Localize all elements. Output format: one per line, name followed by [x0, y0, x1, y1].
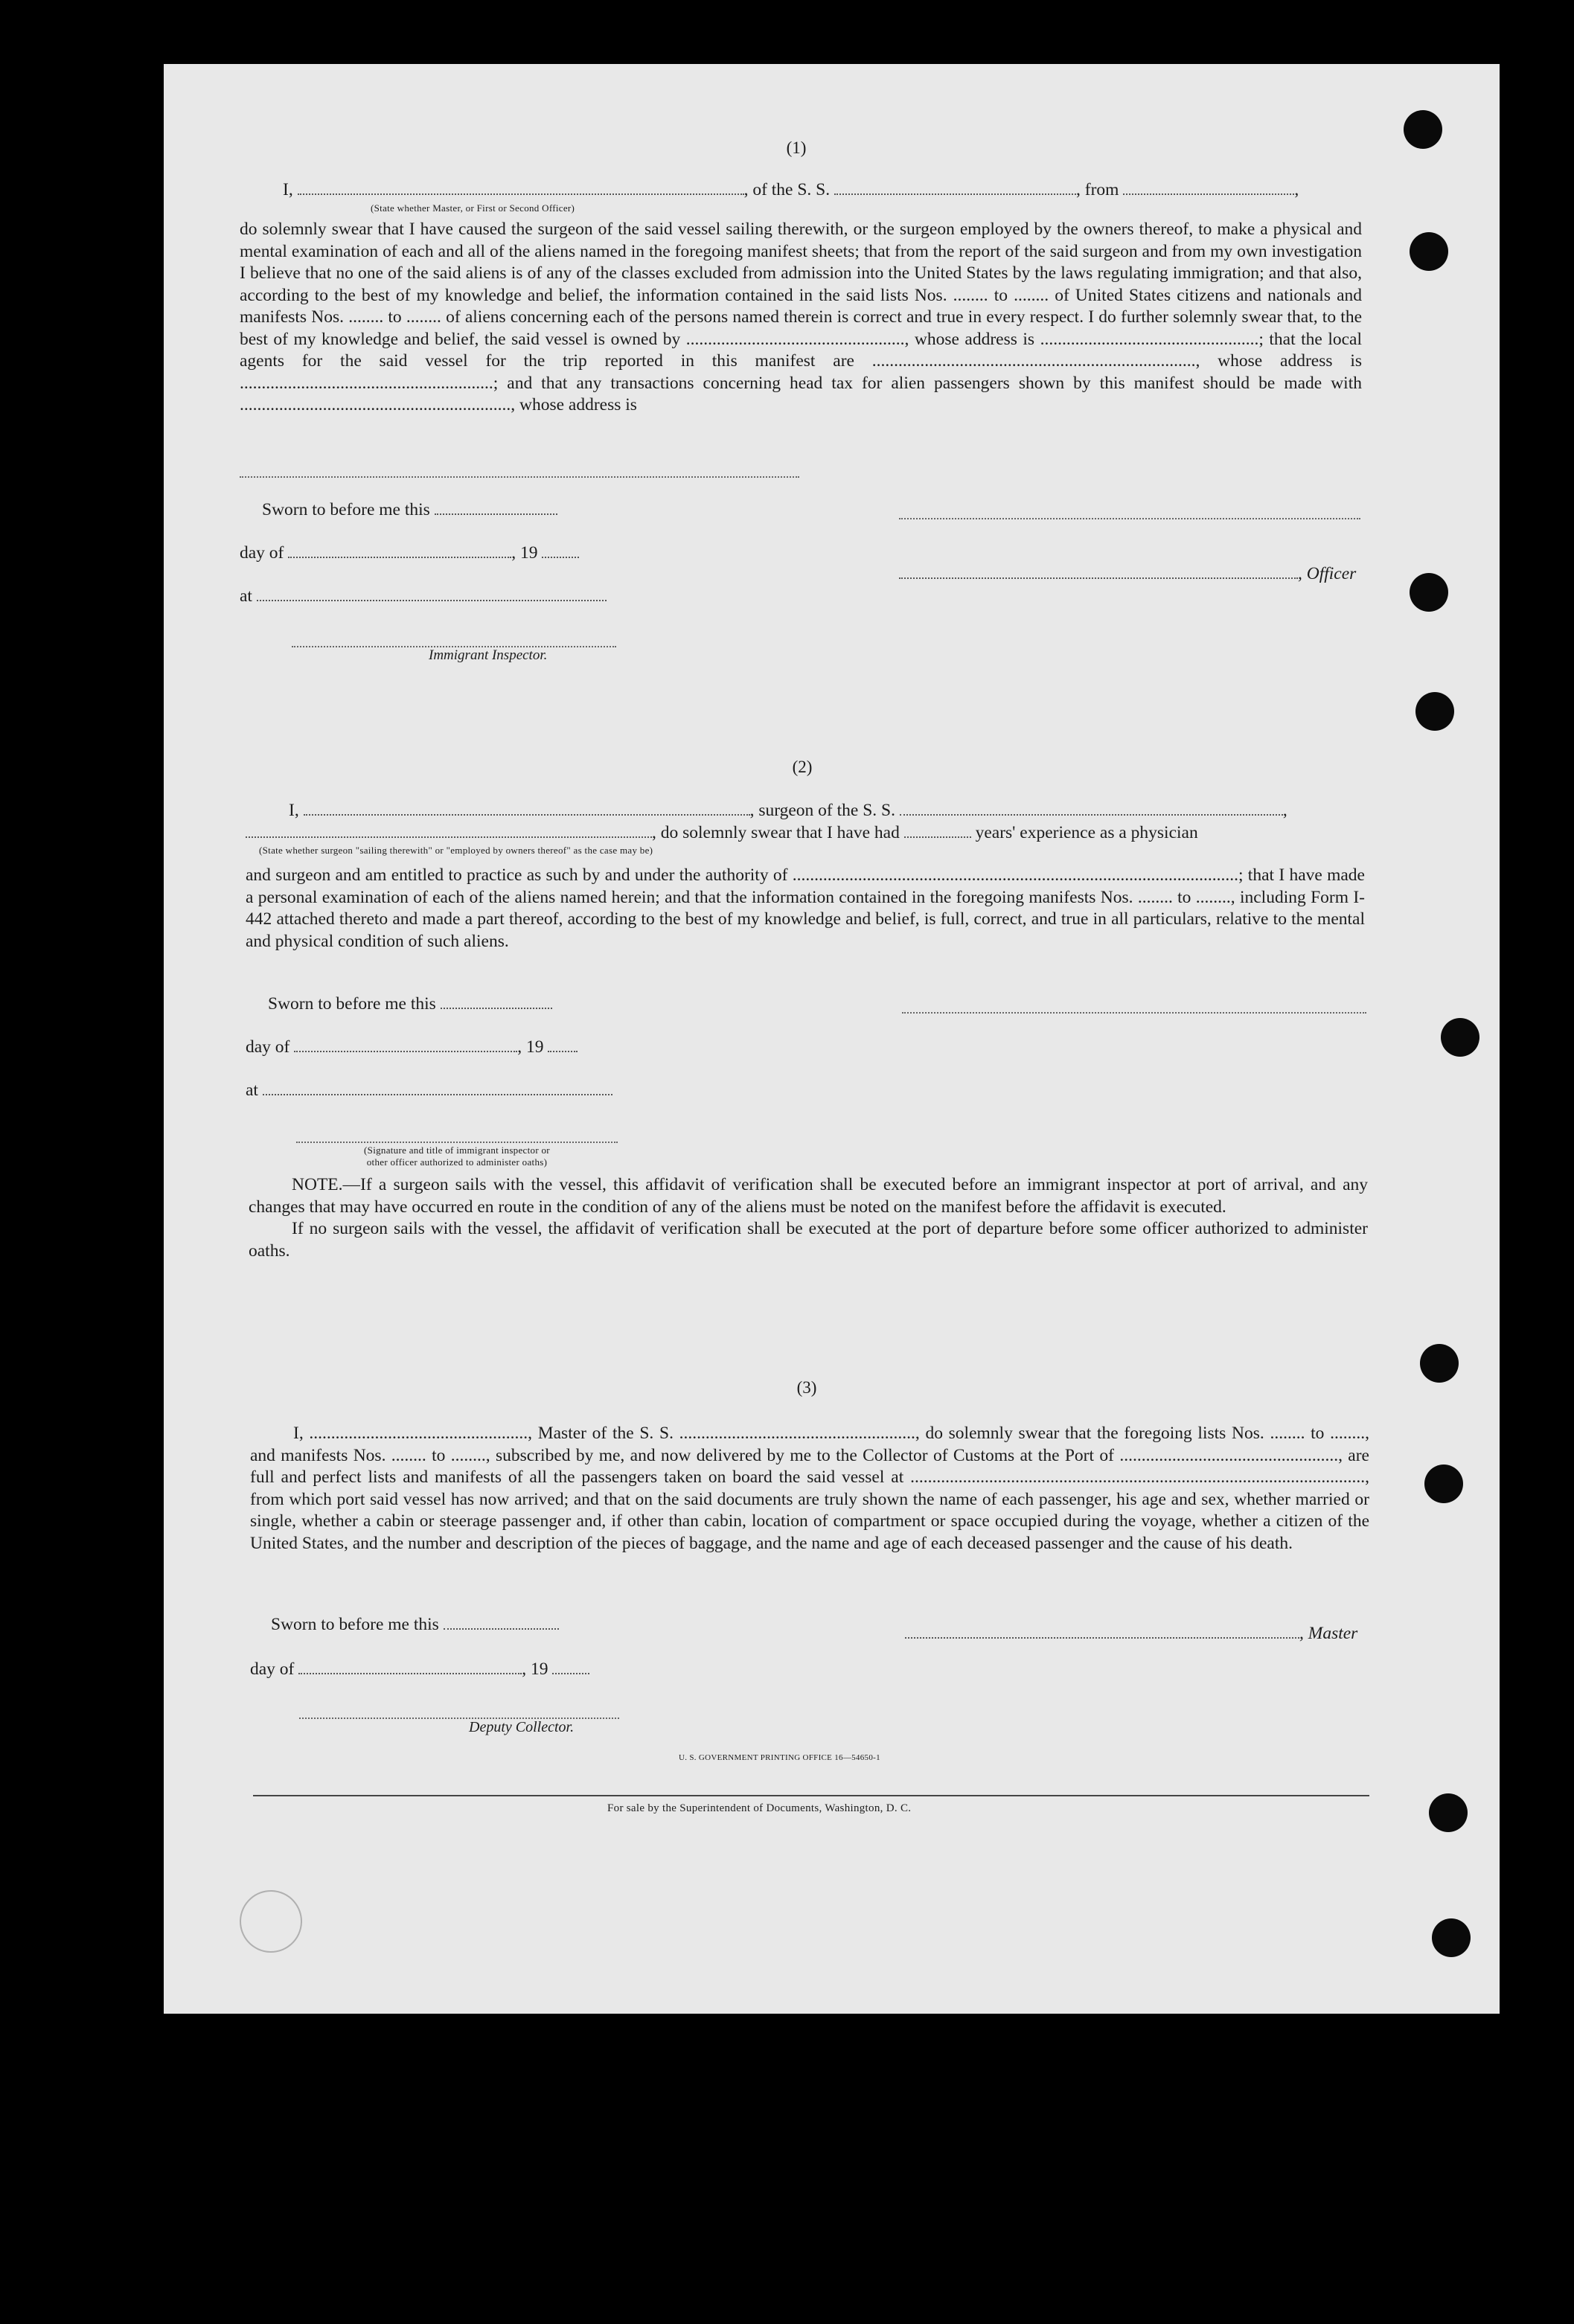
- section-2-number: (2): [792, 758, 813, 776]
- swear-label: , do solemnly swear that I have had: [652, 823, 900, 842]
- section-2-sworn: [268, 994, 552, 1014]
- vessel-name-field[interactable]: [900, 801, 1283, 816]
- sworn-date-field[interactable]: [441, 994, 552, 1009]
- day-of-label: day of: [250, 1659, 295, 1679]
- sworn-date-field[interactable]: [444, 1615, 559, 1630]
- section-2-note: [249, 1174, 1368, 1262]
- at-label: at: [246, 1081, 258, 1100]
- punch-hole: [1432, 1918, 1471, 1957]
- comma: ,: [1282, 801, 1287, 820]
- master-label: , Master: [1299, 1624, 1358, 1643]
- sworn-label: Sworn to before me this: [262, 500, 430, 519]
- section-2-line-1: [289, 801, 1287, 821]
- year-label: , 19: [511, 543, 538, 563]
- officer-title-line[interactable]: [899, 564, 1298, 579]
- at-label: at: [240, 586, 252, 606]
- year-field[interactable]: [548, 1037, 578, 1052]
- note-paragraph-2: If no surgeon sails with the vessel, the affidavit of verification shall be executed at the port of departure before some officer authorized to administer oaths.: [249, 1219, 1368, 1261]
- section-2-caption: (State whether surgeon "sailing therewith" or "employed by owners thereof" as the case may be): [259, 845, 653, 856]
- year-field[interactable]: [552, 1659, 589, 1674]
- section-2-day-of: [246, 1037, 578, 1057]
- inspector-caption: Immigrant Inspector.: [429, 647, 548, 663]
- section-3-master: [905, 1624, 1357, 1644]
- year-label: , 19: [522, 1659, 548, 1679]
- month-field[interactable]: [288, 543, 511, 558]
- year-label: , 19: [517, 1037, 544, 1057]
- punch-hole: [1429, 1793, 1468, 1832]
- i-label: I,: [289, 801, 299, 820]
- officer-signature-line[interactable]: [899, 516, 1360, 519]
- section-1-at: [240, 586, 607, 606]
- i-label: I,: [283, 180, 293, 199]
- of-the-ss-label: , of the S. S.: [743, 180, 831, 199]
- signature-caption-1: (Signature and title of immigrant inspector or: [364, 1145, 550, 1156]
- section-2-line-2: [246, 823, 1198, 843]
- month-field[interactable]: [298, 1659, 522, 1674]
- from-port-field[interactable]: [1123, 180, 1294, 195]
- deputy-collector-caption: Deputy Collector.: [469, 1719, 575, 1735]
- from-label: , from: [1076, 180, 1119, 199]
- sale-notice: For sale by the Superintendent of Documents, Washington, D. C.: [607, 1802, 912, 1814]
- place-field[interactable]: [263, 1081, 612, 1095]
- vessel-name-field[interactable]: [834, 180, 1076, 195]
- surgeon-name-field[interactable]: [304, 801, 750, 816]
- authorized-officer-signature-line[interactable]: [296, 1140, 618, 1143]
- punch-hole: [1424, 1464, 1463, 1503]
- day-of-label: day of: [246, 1037, 290, 1057]
- surgeon-of-label: , surgeon of the S. S.: [749, 801, 895, 820]
- punch-hole: [1441, 1018, 1479, 1057]
- master-signature-line[interactable]: [905, 1624, 1299, 1639]
- sworn-label: Sworn to before me this: [271, 1615, 439, 1634]
- year-field[interactable]: [542, 543, 579, 558]
- punch-hole: [1420, 1344, 1459, 1383]
- section-1-officer: [899, 564, 1356, 584]
- day-of-label: day of: [240, 543, 284, 563]
- punch-hole: [1410, 573, 1448, 612]
- years-label: years' experience as a physician: [975, 823, 1198, 842]
- years-field[interactable]: [904, 823, 971, 838]
- section-1-number: (1): [786, 138, 807, 157]
- section-1-line-1: [283, 180, 1299, 200]
- section-1-caption: (State whether Master, or First or Second Officer): [371, 202, 575, 214]
- surgeon-signature-line[interactable]: [902, 1011, 1366, 1014]
- section-2-at: [246, 1081, 612, 1101]
- comma: ,: [1294, 180, 1299, 199]
- section-3-sworn: [271, 1615, 559, 1635]
- signature-caption-2: other officer authorized to administer oaths): [366, 1156, 548, 1168]
- surgeon-type-field[interactable]: [246, 823, 652, 838]
- section-3-paragraph: I, .................................................., Master of the S. S. ......................................................, do solemnly swear that the foregoing lists Nos. ........ to ........, and manifests Nos. ........ to ........, subscribed by me, and now delivered by me to the Collector of Customs at the Port of .................................................., are full and perfect lists and manifests of all the passengers taken on board the said vessel at ........................................................................................................, from which port said vessel has now arrived; and that on the said documents are truly shown the name of each passenger, his age and sex, whether married or single, whether a cabin or steerage passenger and, if other than cabin, location of compartment or space occupied during the voyage, whether a citizen of the United States, and the number and description of the pieces of baggage, and the name and age of each deceased passenger and the cause of his death.: [250, 1424, 1369, 1553]
- section-3-number: (3): [796, 1378, 817, 1397]
- section-1-sworn: [262, 500, 557, 520]
- note-paragraph-1: NOTE.—If a surgeon sails with the vessel, this affidavit of verification shall be executed before an immigrant inspector at port of arrival, and any changes that may have occurred en route in the condition of any of the aliens must be noted on the manifest before the affidavit is executed.: [249, 1175, 1368, 1217]
- address-continuation-line[interactable]: [240, 475, 799, 478]
- sworn-date-field[interactable]: [435, 500, 557, 515]
- punch-hole: [1415, 692, 1454, 731]
- footer-rule: [253, 1795, 1369, 1796]
- month-field[interactable]: [294, 1037, 517, 1052]
- officer-label: , Officer: [1298, 564, 1357, 583]
- printing-office-imprint: U. S. GOVERNMENT PRINTING OFFICE 16—54650-1: [679, 1753, 880, 1762]
- officer-name-field[interactable]: [298, 180, 744, 195]
- section-1-day-of: [240, 543, 579, 563]
- section-2-paragraph: and surgeon and am entitled to practice as such by and under the authority of ......................................................................................................; that I have made a personal examination of each of the aliens named herein; and that the information contained in the foregoing manifests Nos. ........ to ........, including Form I- 442 attached thereto and made a part thereof, according to the best of my knowledge and belief, is full, correct, and true in all particulars, relative to the mental and physical condition of such aliens.: [246, 865, 1365, 951]
- section-1-paragraph: do solemnly swear that I have caused the surgeon of the said vessel sailing therewith, or the surgeon employed by the owners thereof, to make a physical and mental examination of each and all of the aliens named in the foregoing manifest sheets; that from the report of the said surgeon and from my own investigation I believe that no one of the said aliens is of any of the classes excluded from admission into the United States by the laws regulating immigration; and that also, according to the best of my knowledge and belief, the information contained in the said lists Nos. ........ to ........ of United States citizens and nationals and manifests Nos. ........ to ........ of aliens concerning each of the persons named therein is correct and true in every respect. I do further solemnly swear that, to the best of my knowledge and belief, the said vessel is owned by .................................................., whose address is ..................................................; that the local agents for the said vessel for the trip reported in this manifest are .........................................................................., whose address is ..........................................................; and that any transactions concerning head tax for alien passengers shown by this manifest should be made with .............................................................., whose address is: [240, 220, 1362, 414]
- punch-hole: [1404, 110, 1442, 149]
- sworn-label: Sworn to before me this: [268, 994, 436, 1014]
- punch-hole: [1410, 232, 1448, 271]
- section-3-day-of: [250, 1659, 589, 1680]
- place-field[interactable]: [257, 586, 607, 601]
